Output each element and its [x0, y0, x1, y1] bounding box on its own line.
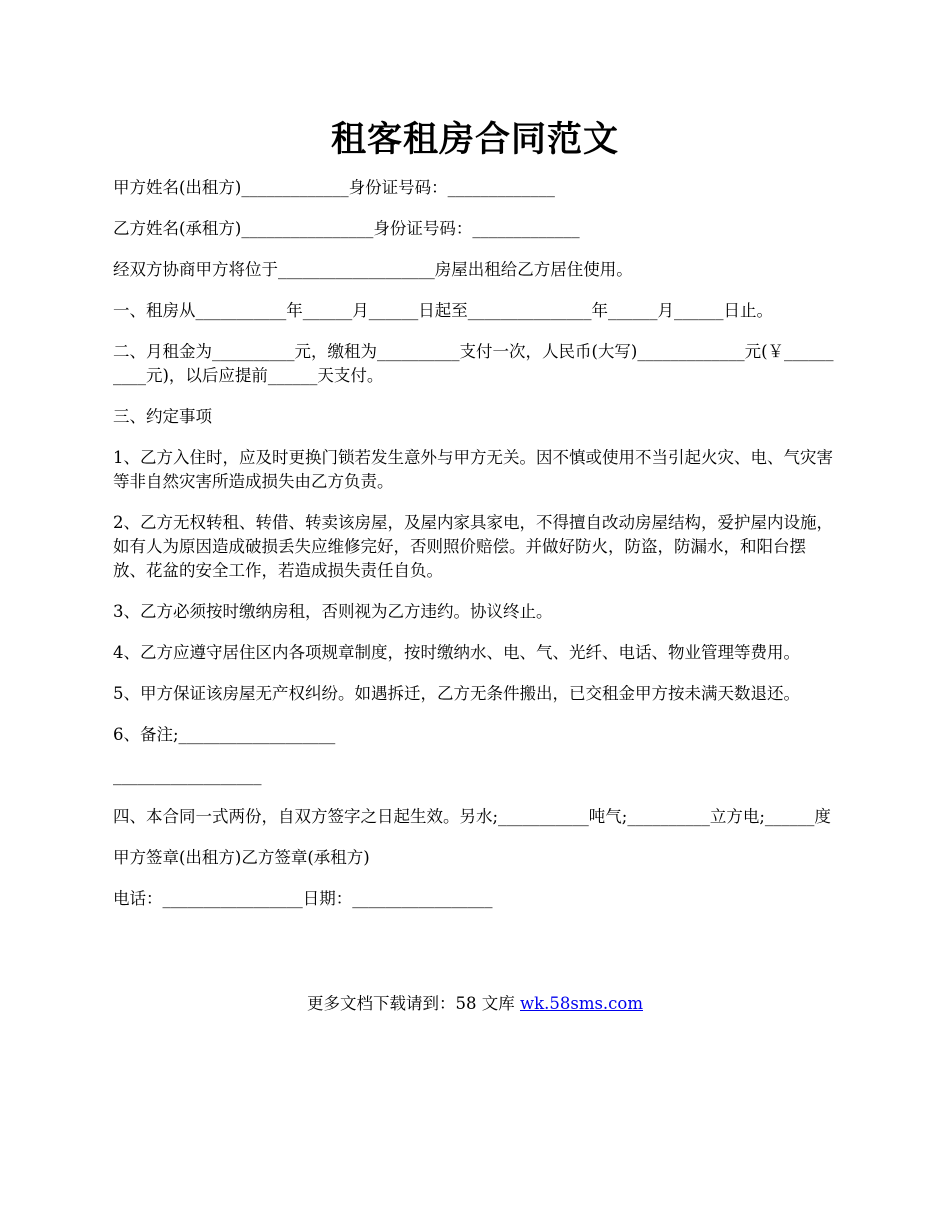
clause-4: 4、乙方应遵守居住区内各项规章制度，按时缴纳水、电、气、光纤、电话、物业管理等费用。	[113, 643, 800, 662]
clause-1: 1、乙方入住时，应及时更换门锁若发生意外与甲方无关。因不慎或使用不当引起火灾、电、气灾害等非自然灾害所造成损失由乙方负责。	[113, 448, 833, 491]
clause-3: 3、乙方必须按时缴纳房租，否则视为乙方违约。协议终止。	[113, 602, 553, 621]
footer-text: 更多文档下载请到：58 文库	[306, 994, 520, 1013]
party-a-line: 甲方姓名(出租方)_____________身份证号码：_____________	[113, 178, 555, 197]
clause-5: 5、甲方保证该房屋无产权纠纷。如遇拆迁，乙方无条件搬出，已交租金甲方按未满天数退还。	[113, 684, 800, 703]
effective-clause: 四、本合同一式两份，自双方签字之日起生效。另水;___________吨气;__________立方电;______度	[113, 807, 831, 826]
document-title: 租客租房合同范文	[330, 119, 619, 160]
document-body	[113, 176, 838, 928]
remarks-line: 6、备注;___________________	[113, 725, 336, 744]
footer	[0, 990, 950, 1014]
clause-2: 2、乙方无权转租、转借、转卖该房屋，及屋内家具家电，不得擅自改动房屋结构，爱护屋内设施，如有人为原因造成破损丢失应维修完好，否则照价赔偿。并做好防火，防盗，防漏水，和阳台摆放、花盆的安全工作，若造成损失责任自负。	[113, 513, 833, 580]
remarks-continuation: __________________	[113, 766, 262, 785]
rental-period-clause: 一、租房从___________年______月______日起至_______________年______月______日止。	[113, 301, 773, 320]
rent-payment-clause: 二、月租金为__________元，缴租为__________支付一次，人民币(大写)_____________元(￥__________元)，以后应提前______天支付。	[113, 342, 834, 385]
footer-link[interactable]: wk.58sms.com	[519, 994, 643, 1013]
property-location-line: 经双方协商甲方将位于___________________房屋出租给乙方居住使用。	[113, 260, 633, 279]
signature-line: 甲方签章(出租方)乙方签章(承租方)	[113, 848, 370, 867]
phone-date-line: 电话：_________________日期：_________________	[113, 889, 493, 908]
party-b-line: 乙方姓名(承租方)________________身份证号码：_____________	[113, 219, 580, 238]
agreed-matters-heading: 三、约定事项	[113, 407, 212, 426]
